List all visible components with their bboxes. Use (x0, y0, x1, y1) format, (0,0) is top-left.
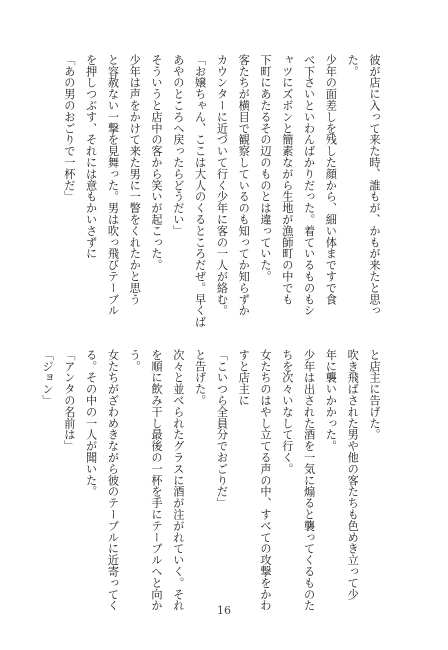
page-number: 16 (217, 604, 231, 617)
text-column: 彼が店に入って来た時、誰もが、かもが来たと思っ (368, 54, 381, 317)
text-column: 少年は声をかけて来た男に一瞥をくれたかと思う (128, 54, 142, 305)
text-column: あやのところへ戻ったらどうだい」 (171, 54, 185, 237)
text-column: を押しつぶす、それには意もかいさずに (84, 54, 98, 260)
upper-text-block (58, 54, 385, 338)
text-column: 「こいつら全員分でおごりだ」 (215, 349, 229, 509)
text-column: 女たちがざわめきながら彼のテーブルに近寄ってく (106, 349, 120, 612)
text-column: 少年は出された酒を一気に煽ると襲ってくるものた (302, 349, 316, 612)
text-column: 次々と並べられたグラスに酒が注がれていく。それ (171, 349, 185, 612)
text-column: そういうと店中の客から笑いが起こった。 (150, 54, 164, 271)
text-column: と告げた。 (193, 349, 207, 406)
text-column: 吹き飛ばされた男や他の客たちも色めき立って少 (346, 349, 360, 600)
text-column: カウンターに近づいて行く少年に客の一人が絡む。 (215, 54, 229, 317)
text-column: 女たちのはやし立てる声の中、すべての攻撃をかわ (259, 349, 273, 612)
text-column: 「アンタの名前は」 (62, 349, 76, 452)
text-column: ャツにズボンと簡素ながら生地が漁師町の中でも (280, 54, 294, 305)
text-column: る。その中の一人が聞いた。 (84, 349, 98, 498)
text-column: を順に飲み干し最後の一杯を手にテーブルへと向か (150, 349, 164, 612)
text-column: ちを次々いなして行く。 (280, 349, 294, 475)
text-column: べ下さいといわんばかりだった。着ているものもシ (302, 54, 316, 317)
text-column: すと店主に (237, 349, 251, 406)
text-column: 少年の面差しを残した顔から、細い体まですで食 (324, 54, 338, 305)
text-column: と容赦ない一撃を見舞った。男は吹っ飛びテーブル (106, 54, 120, 317)
text-column: た。 (346, 54, 360, 77)
text-column: 年に襲いかかった。 (324, 349, 338, 452)
text-column: 「あの男のおごりで一杯だ」 (62, 54, 76, 203)
text-column: 「お嬢ちゃん、ここは大人のくるところだぜ。早くば (193, 54, 207, 328)
text-column: う。 (128, 349, 142, 372)
text-column: と店主に告げた。 (368, 349, 381, 441)
text-column: 客たちが横目で観察しているのも知ってか知らずか (237, 54, 251, 317)
text-column: 下町にあたるその辺のものとは違っていた。 (259, 54, 273, 282)
text-column: 「ジョン」 (41, 349, 55, 406)
